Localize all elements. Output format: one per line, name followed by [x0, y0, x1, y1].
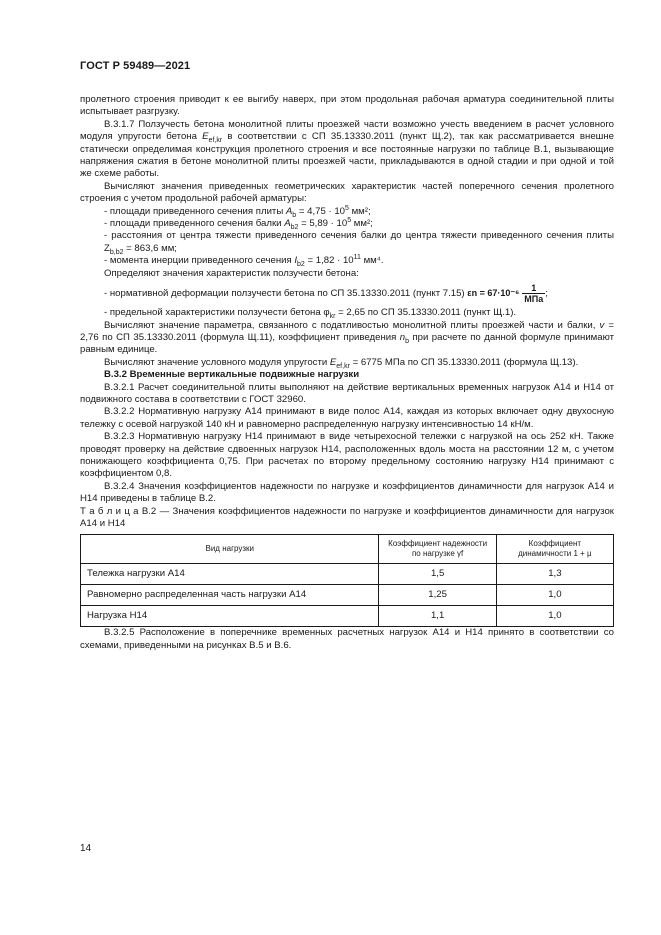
creep-formula: εn = 67·10⁻⁶ — [467, 288, 520, 299]
table-header-row — [81, 535, 614, 564]
paragraph-continuation: пролетного строения приводит к ее выгибу наверх, при этом продольная рабочая арматура соединительной плиты испытывает разгрузку. — [80, 94, 614, 118]
table-caption: Т а б л и ц а В.2 — Значения коэффициентов надежности по нагрузке и коэффициентов динамичности для нагрузок А14 и Н14 — [80, 505, 614, 529]
list-item-beam-area: - площади приведенного сечения балки $A_{b2} = 5,89 \cdot 10^5$ мм²; — [104, 216, 373, 231]
table-cell: 1,0 — [496, 585, 613, 606]
list-item-plate-area: - площади приведенного сечения плиты $A_b = 4,75 \cdot 10^5$ мм²; — [104, 204, 371, 219]
paragraph-b321: В.3.2.1 Расчет соединительной плиты выполняют на действие вертикальных временных нагрузок А14 и Н14 от подвижного состава в соответствии с ГОСТ 32960. — [80, 381, 614, 405]
paragraph-b317: В.3.1.7 Ползучесть бетона монолитной плиты проезжей части возможно учесть введением в расчет условного модуля упругости бетона $E_{ef,kr}$ в соответствии с СП 35.13330.2011 (пункт Щ.2), так как рассматривается внешне статически определимая конструкция пролетного строения и все постоянные нагрузки по таблице В.1, вызывающие напряжения сжатия в бетоне монолитной плиты проезжей части, прикладываются в одной стадии и при одной и той же схеме работы. — [80, 118, 614, 180]
table-row — [81, 564, 614, 585]
table-row — [81, 606, 614, 627]
section-heading-b32: В.3.2 Временные вертикальные подвижные нагрузки — [104, 369, 360, 381]
table-cell: 1,5 — [379, 564, 496, 585]
table-cell: Тележка нагрузки А14 — [81, 564, 379, 585]
table-cell: Равномерно распределенная часть нагрузки А14 — [81, 585, 379, 606]
paragraph-parameter: Вычисляют значение параметра, связанного с податливостью монолитной плиты проезжей части и балки, v = 2,76 по СП 35.13330.2011 (формула Щ.11), коэффициент приведения $n_b$ при расчете по данной формуле принимают равным единице. — [80, 319, 614, 356]
paragraph-b324: В.3.2.4 Значения коэффициентов надежности по нагрузке и коэффициентов динамичности для нагрузок А14 и Н14 приведены в таблице В.2. — [80, 480, 614, 505]
paragraph-b322: В.3.2.2 Нормативную нагрузку А14 принимают в виде полос А14, каждая из которых включает одну двухосную тележку с осевой нагрузкой 140 кН и равномерно распределенную нагрузку интенсивностью 14 кН/м. — [80, 406, 614, 430]
table-row — [81, 585, 614, 606]
page-number: 14 — [80, 843, 92, 854]
table-cell: 1,1 — [379, 606, 496, 627]
paragraph-b325: В.3.2.5 Расположение в поперечнике временных расчетных нагрузок А14 и Н14 принято в соответствии со схемами, приведенными на рисунках В.5 и В.6. — [80, 627, 614, 651]
list-item-distance: - расстояния от центра тяжести приведенного сечения балки до центра тяжести приведенного сечения плиты $Z_{b,b2} = 863,6$ мм; — [104, 230, 614, 256]
coefficients-table — [80, 534, 614, 627]
document-body — [80, 94, 614, 652]
document-header: ГОСТ Р 59489—2021 — [80, 60, 191, 72]
list-item-creep-deformation: - нормативной деформации ползучести бетона по СП 35.13330.2011 (пункт 7.15) εn = 67·10⁻⁶ $\frac{1}{\text{МПа}}$ ; — [104, 283, 548, 305]
table-header: Коэффициент надежности по нагрузке γf — [379, 535, 496, 564]
table-header: Коэффициент динамичности 1 + μ — [496, 535, 613, 564]
paragraph-b323: В.3.2.3 Нормативную нагрузку Н14 принимают в виде четырехосной тележки с нагрузкой на ось 252 кН. Также проводят проверку на действие сдвоенных нагрузок Н14, расположенных вдоль моста на расстоянии 12 м, с учетом понижающего коэффициента 0,75. При расчетах по второму предельному состоянию нагрузку Н14 принимают с коэффициентом 0,8. — [80, 431, 614, 480]
table-cell: 1,0 — [496, 606, 613, 627]
table-header: Вид нагрузки — [81, 535, 379, 564]
paragraph-modulus: Вычисляют значение условного модуля упругости $E_{ef,kr} = 6775$ МПа по СП 35.13330.2011 (формула Щ.13). — [104, 356, 579, 370]
paragraph-creep: Определяют значения характеристик ползучести бетона: — [104, 267, 359, 279]
list-item-inertia: - момента инерции приведенного сечения $I_{b2} = 1,82 \cdot 10^{11}$ мм⁴. — [104, 254, 384, 269]
formula-fraction: $\frac{1}{\text{МПа}}$ — [524, 283, 544, 305]
paragraph-geometry: Вычисляют значения приведенных геометрических характеристик частей поперечного сечения пролетного строения с учетом продольной рабочей арматуры: — [80, 180, 614, 205]
table-cell: 1,3 — [496, 564, 613, 585]
table-cell: Нагрузка Н14 — [81, 606, 379, 627]
table-cell: 1,25 — [379, 585, 496, 606]
list-item-creep-characteristic: - предельной характеристики ползучести бетона $\varphi_{kr} = 2,65$ по СП 35.13330.2011 (пункт Щ.1). — [104, 307, 517, 320]
